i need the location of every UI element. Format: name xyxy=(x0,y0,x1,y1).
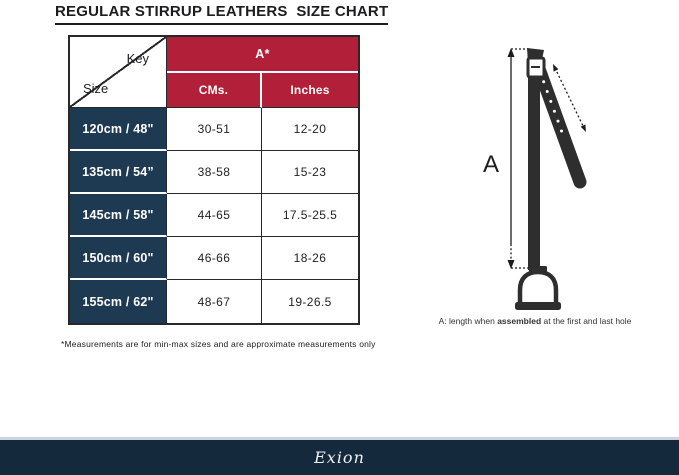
cms-cell: 48-67 xyxy=(167,280,262,323)
column-header-cms: CMs. xyxy=(167,73,262,108)
column-header-inches: Inches xyxy=(262,73,358,108)
table-row xyxy=(70,151,358,194)
title-wrap xyxy=(55,3,389,25)
table-row xyxy=(70,237,358,280)
size-cell: 135cm / 54” xyxy=(70,151,167,194)
table-row xyxy=(70,108,358,151)
caption-prefix: A: length when xyxy=(438,316,498,326)
caption-suffix: at the first and last hole xyxy=(541,316,632,326)
stirrup-iron xyxy=(515,266,561,310)
cms-cell: 38-58 xyxy=(167,151,262,194)
cms-cell: 30-51 xyxy=(167,108,262,151)
key-size-corner-cell xyxy=(70,37,167,108)
size-label: Size xyxy=(83,81,109,96)
diagram-caption xyxy=(424,316,646,326)
page-title: REGULAR STIRRUP LEATHERS SIZE CHART xyxy=(55,3,388,25)
size-cell: 150cm / 60" xyxy=(70,237,167,280)
measurements-footnote: *Measurements are for min-max sizes and are approximate measurements only xyxy=(61,339,376,349)
table-row xyxy=(70,280,358,323)
stirrup-leather-diagram xyxy=(428,42,640,314)
measurement-arrow-a xyxy=(508,48,531,269)
size-cell: 145cm / 58" xyxy=(70,194,167,237)
cms-cell: 46-66 xyxy=(167,237,262,280)
brand-logo: Exion xyxy=(314,448,365,467)
table-row xyxy=(70,194,358,237)
key-label: Key xyxy=(126,51,149,66)
inches-cell: 19-26.5 xyxy=(288,294,332,309)
brand-footer-bar xyxy=(0,437,679,475)
inches-cell: 17.5-25.5 xyxy=(262,194,358,237)
adjustment-strap xyxy=(538,66,580,182)
size-cell: 120cm / 48" xyxy=(70,108,167,151)
length-a-label: A xyxy=(483,151,500,178)
size-chart-table xyxy=(68,35,360,325)
size-cell: 155cm / 62" xyxy=(70,280,167,323)
cms-cell: 44-65 xyxy=(167,194,262,237)
inches-cell: 15-23 xyxy=(262,151,358,194)
inches-cell: 18-26 xyxy=(262,237,358,280)
buckle xyxy=(528,58,544,77)
column-group-header-a: A* xyxy=(167,37,358,73)
inches-cell: 12-20 xyxy=(262,108,358,151)
caption-bold-word: assembled xyxy=(497,316,542,326)
table-header-row-group xyxy=(70,37,358,73)
